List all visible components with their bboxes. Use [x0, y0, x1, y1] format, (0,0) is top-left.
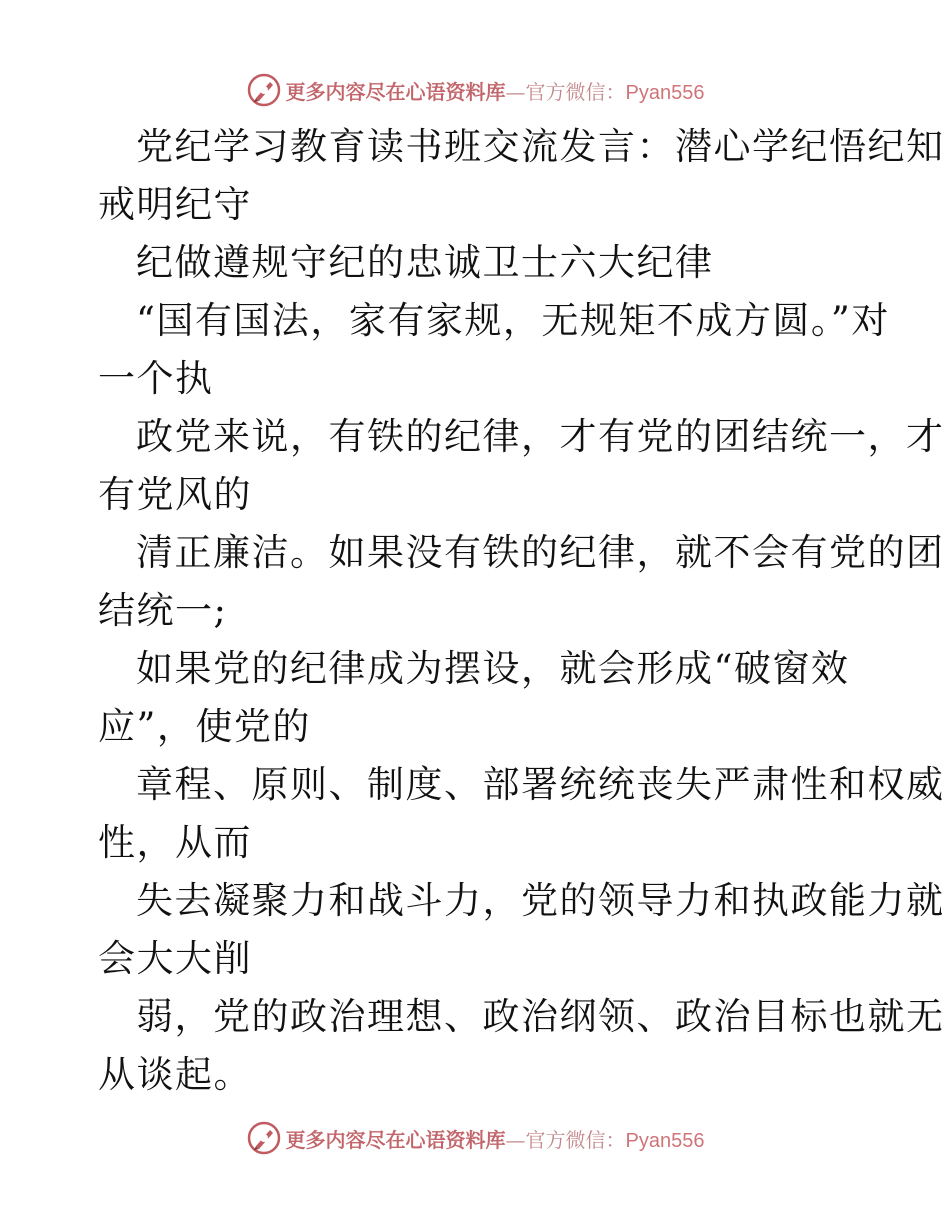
footer-banner-text: [286, 1124, 705, 1153]
document-line: 章程、原则、制度、部署统统丧失严肃性和权威: [136, 763, 945, 806]
pen-quill-logo-icon: [246, 1120, 282, 1156]
document-line: 清正廉洁。如果没有铁的纪律，就不会有党的团: [136, 531, 945, 574]
document-line: 弱，党的政治理想、政治纲领、政治目标也就无: [136, 995, 945, 1038]
document-line: 戒明纪守: [98, 183, 252, 226]
document-line: 应”，使党的: [98, 705, 311, 748]
pen-quill-logo-icon: [246, 72, 282, 108]
header-banner-dash: —: [505, 79, 526, 104]
footer-banner-wechat-id: Pyan556: [625, 1129, 705, 1152]
header-banner: [0, 70, 950, 110]
document-line: 失去凝聚力和战斗力，党的领导力和执政能力就: [136, 879, 945, 922]
document-line: 纪做遵规守纪的忠诚卫士六大纪律: [136, 241, 714, 284]
document-line: 结统一;: [98, 589, 228, 632]
document-line: 有党风的: [98, 473, 252, 516]
document-line: 政党来说，有铁的纪律，才有党的团结统一，才: [136, 415, 945, 458]
document-line: 从谈起。: [98, 1053, 252, 1096]
document-line: 如果党的纪律成为摆设，就会形成“破窗效: [136, 647, 850, 690]
header-banner-main: 更多内容尽在心语资料库: [285, 79, 506, 104]
document-line: 性，从而: [98, 821, 252, 864]
footer-banner: [0, 1118, 950, 1158]
header-banner-sub: 官方微信：: [525, 79, 626, 104]
header-banner-wechat-id: Pyan556: [625, 81, 705, 104]
footer-banner-main: 更多内容尽在心语资料库: [285, 1127, 506, 1152]
document-line: 会大大削: [98, 937, 252, 980]
document-line: “国有国法，家有家规，无规矩不成方圆。”对: [136, 299, 890, 342]
footer-banner-dash: —: [505, 1127, 526, 1152]
document-line: 一个执: [98, 357, 214, 400]
footer-banner-sub: 官方微信：: [525, 1127, 626, 1152]
document-body: [98, 118, 945, 1104]
header-banner-text: [286, 76, 705, 105]
document-line: 党纪学习教育读书班交流发言：潜心学纪悟纪知: [136, 125, 945, 168]
